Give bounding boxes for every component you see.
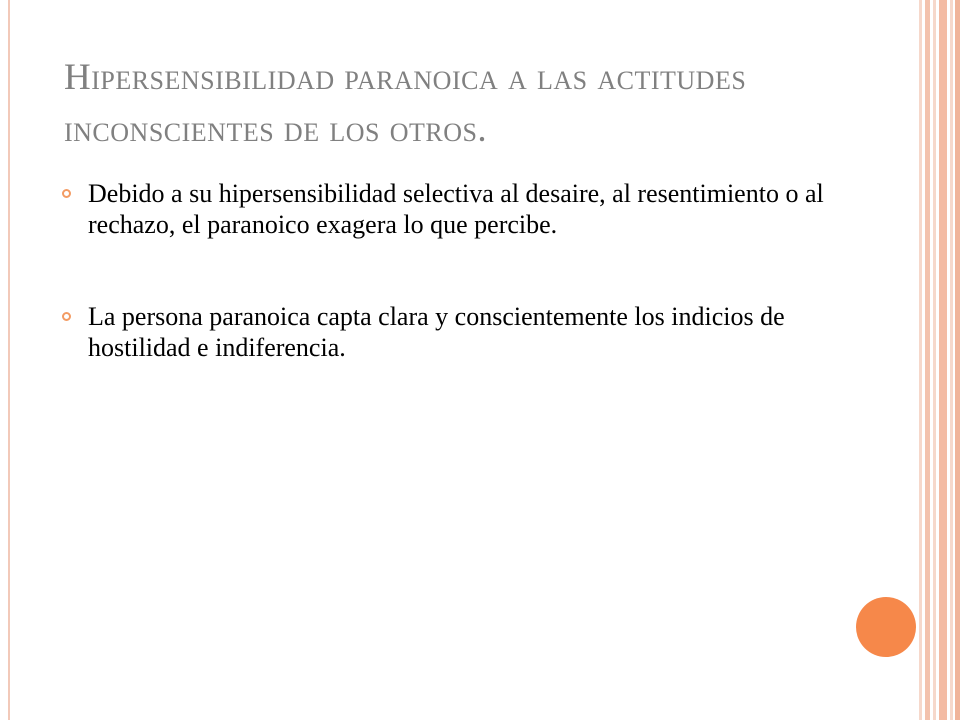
- bullet-list: [62, 178, 842, 363]
- hollow-circle-bullet-icon: [62, 189, 71, 198]
- right-decorative-stripe: [950, 0, 953, 720]
- bullet-text: Debido a su hipersensibilidad selectiva al desaire, al resentimiento o al rechazo, el paranoico exagera lo que percibe.: [88, 179, 824, 239]
- orange-accent-circle: [856, 597, 916, 657]
- right-decorative-stripe: [933, 0, 936, 720]
- right-decorative-stripe: [925, 0, 930, 720]
- right-decorative-stripe: [939, 0, 947, 720]
- bullet-text: La persona paranoica capta clara y conscientemente los indicios de hostilidad e indiferencia.: [88, 302, 785, 362]
- left-border-line: [8, 0, 10, 720]
- hollow-circle-bullet-icon: [62, 312, 71, 321]
- right-decorative-stripe: [955, 0, 960, 720]
- bullet-item: [62, 178, 842, 240]
- right-decorative-stripe: [919, 0, 922, 720]
- slide-title: Hipersensibilidad paranoica a las actitudes inconscientes de los otros.: [64, 57, 747, 150]
- bullet-item: [62, 301, 842, 363]
